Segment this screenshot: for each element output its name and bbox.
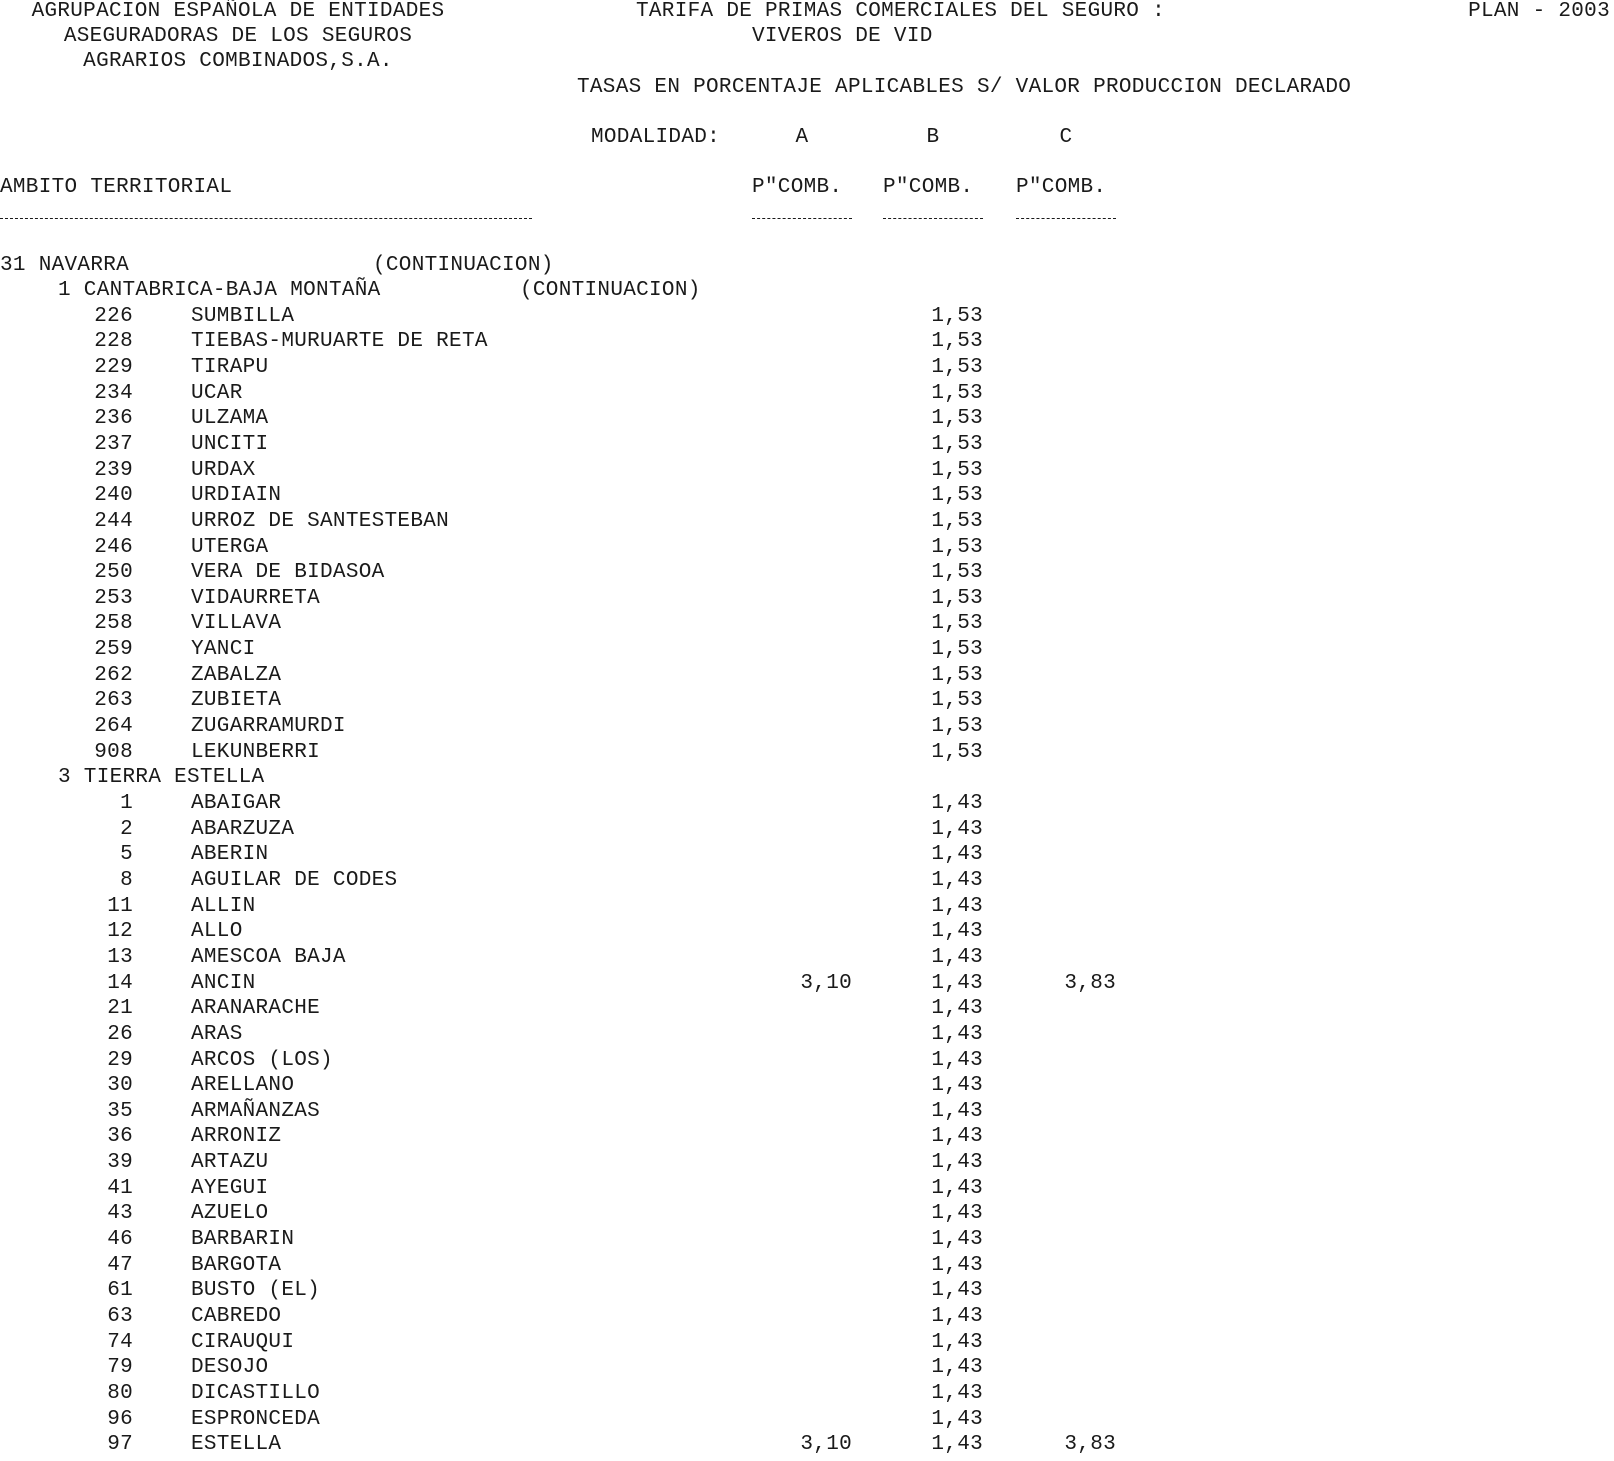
document-title: TARIFA DE PRIMAS COMERCIALES DEL SEGURO : — [636, 0, 1165, 23]
rate-modalidad-b: 1,53 — [931, 407, 983, 431]
rate-modalidad-b: 1,43 — [931, 1330, 983, 1354]
municipality-name: ESTELLA — [191, 1433, 282, 1457]
organization-name-line-2: ASEGURADORAS DE LOS SEGUROS — [63, 25, 413, 48]
rate-modalidad-b: 1,43 — [931, 1356, 983, 1380]
municipality-name: ULZAMA — [191, 407, 269, 431]
municipality-code: 80 — [107, 1381, 133, 1405]
region-continuation-note: (CONTINUACION) — [520, 279, 701, 302]
municipality-name: AGUILAR DE CODES — [191, 868, 398, 892]
municipality-code: 253 — [94, 586, 133, 610]
region-label: 3 TIERRA ESTELLA — [58, 766, 265, 790]
municipality-name: BUSTO (EL) — [191, 1279, 321, 1303]
municipality-code: 263 — [94, 689, 133, 713]
rate-modalidad-b: 1,43 — [931, 1407, 983, 1431]
province-continuation-note: (CONTINUACION) — [373, 254, 554, 277]
column-c-underline — [1016, 218, 1116, 219]
rate-modalidad-b: 1,53 — [931, 689, 983, 713]
municipality-code: 250 — [94, 561, 133, 585]
municipality-name: ALLO — [191, 920, 243, 944]
rate-modalidad-b: 1,53 — [931, 355, 983, 379]
rate-modalidad-b: 1,43 — [931, 1074, 983, 1098]
municipality-code: 234 — [94, 381, 133, 405]
modalidad-c: C — [1059, 126, 1073, 149]
municipality-code: 21 — [107, 997, 133, 1021]
municipality-code: 39 — [107, 1151, 133, 1175]
rate-modalidad-b: 1,53 — [931, 638, 983, 662]
municipality-name: ANCIN — [191, 971, 256, 995]
municipality-name: ABAIGAR — [191, 792, 282, 815]
municipality-code: 74 — [107, 1330, 133, 1354]
rate-modalidad-b: 1,53 — [931, 381, 983, 405]
region-label: 1 CANTABRICA-BAJA MONTAÑA — [58, 279, 381, 302]
organization-name-line-3: AGRARIOS COMBINADOS,S.A. — [83, 50, 393, 73]
rate-modalidad-b: 1,53 — [931, 740, 983, 764]
ambito-underline — [0, 218, 532, 219]
column-b-underline — [883, 218, 983, 219]
municipality-code: 35 — [107, 1099, 133, 1123]
municipality-code: 29 — [107, 1048, 133, 1072]
municipality-name: AZUELO — [191, 1202, 269, 1226]
municipality-code: 239 — [94, 458, 133, 482]
municipality-code: 96 — [107, 1407, 133, 1431]
municipality-code: 236 — [94, 407, 133, 431]
municipality-code: 228 — [94, 330, 133, 354]
municipality-code: 244 — [94, 509, 133, 533]
rate-modalidad-c: 3,83 — [1064, 971, 1116, 995]
municipality-code: 246 — [94, 535, 133, 559]
municipality-code: 259 — [94, 638, 133, 662]
rate-modalidad-b: 1,43 — [931, 1228, 983, 1252]
rate-modalidad-c: 3,83 — [1064, 1433, 1116, 1457]
rate-modalidad-b: 1,53 — [931, 586, 983, 610]
municipality-name: ARELLANO — [191, 1074, 295, 1098]
municipality-name: VILLAVA — [191, 612, 282, 636]
municipality-code: 79 — [107, 1356, 133, 1380]
rate-modalidad-b: 1,53 — [931, 715, 983, 739]
municipality-name: ABARZUZA — [191, 817, 295, 841]
rate-modalidad-b: 1,43 — [931, 1151, 983, 1175]
column-c-header: P"COMB. — [1016, 176, 1107, 199]
municipality-name: ARMAÑANZAS — [191, 1099, 321, 1123]
rate-modalidad-b: 1,43 — [931, 945, 983, 969]
rate-modalidad-b: 1,43 — [931, 792, 983, 815]
rate-modalidad-b: 1,43 — [931, 1099, 983, 1123]
rate-modalidad-b: 1,53 — [931, 509, 983, 533]
rate-modalidad-b: 1,53 — [931, 663, 983, 687]
rate-modalidad-b: 1,43 — [931, 1253, 983, 1277]
rate-modalidad-b: 1,43 — [931, 1202, 983, 1226]
municipality-code: 12 — [107, 920, 133, 944]
municipality-code: 264 — [94, 715, 133, 739]
municipality-name: TIRAPU — [191, 355, 269, 379]
municipality-code: 1 — [120, 792, 133, 815]
rate-modalidad-b: 1,43 — [931, 920, 983, 944]
municipality-name: ARANARACHE — [191, 997, 321, 1021]
rate-modalidad-b: 1,53 — [931, 535, 983, 559]
municipality-code: 2 — [120, 817, 133, 841]
municipality-code: 43 — [107, 1202, 133, 1226]
rate-modalidad-b: 1,43 — [931, 1022, 983, 1046]
municipality-name: UTERGA — [191, 535, 269, 559]
municipality-name: VERA DE BIDASOA — [191, 561, 385, 585]
rate-modalidad-b: 1,53 — [931, 612, 983, 636]
modalidad-label: MODALIDAD: — [591, 126, 721, 149]
municipality-code: 97 — [107, 1433, 133, 1457]
rate-modalidad-b: 1,43 — [931, 1125, 983, 1149]
province-label: 31 NAVARRA — [0, 254, 130, 277]
municipality-code: 61 — [107, 1279, 133, 1303]
rate-modalidad-a: 3,10 — [800, 1433, 852, 1457]
municipality-name: SUMBILLA — [191, 304, 295, 328]
rate-modalidad-a: 3,10 — [800, 971, 852, 995]
municipality-name: TIEBAS-MURUARTE DE RETA — [191, 330, 488, 354]
municipality-code: 14 — [107, 971, 133, 995]
municipality-name: ARCOS (LOS) — [191, 1048, 333, 1072]
municipality-code: 26 — [107, 1022, 133, 1046]
municipality-code: 46 — [107, 1228, 133, 1252]
municipality-name: LEKUNBERRI — [191, 740, 321, 764]
rate-modalidad-b: 1,43 — [931, 817, 983, 841]
rate-modalidad-b: 1,43 — [931, 1176, 983, 1200]
municipality-code: 13 — [107, 945, 133, 969]
rate-modalidad-b: 1,43 — [931, 1433, 983, 1457]
column-a-header: P"COMB. — [752, 176, 843, 199]
municipality-code: 11 — [107, 894, 133, 918]
rate-modalidad-b: 1,53 — [931, 561, 983, 585]
municipality-name: BARBARIN — [191, 1228, 295, 1252]
municipality-name: AMESCOA BAJA — [191, 945, 346, 969]
municipality-code: 908 — [94, 740, 133, 764]
municipality-code: 47 — [107, 1253, 133, 1277]
municipality-name: BARGOTA — [191, 1253, 282, 1277]
plan-year: PLAN - 2003 — [1468, 0, 1610, 23]
municipality-name: AYEGUI — [191, 1176, 269, 1200]
municipality-name: CIRAUQUI — [191, 1330, 295, 1354]
municipality-name: CABREDO — [191, 1305, 282, 1328]
municipality-code: 63 — [107, 1305, 133, 1328]
municipality-name: UNCITI — [191, 432, 269, 456]
municipality-name: YANCI — [191, 638, 256, 662]
insurance-line-name: VIVEROS DE VID — [752, 25, 933, 48]
column-b-header: P"COMB. — [883, 176, 974, 199]
municipality-code: 36 — [107, 1125, 133, 1149]
municipality-code: 262 — [94, 663, 133, 687]
municipality-code: 229 — [94, 355, 133, 379]
municipality-name: ARTAZU — [191, 1151, 269, 1175]
municipality-name: ARAS — [191, 1022, 243, 1046]
municipality-name: URDIAIN — [191, 484, 282, 508]
municipality-name: DESOJO — [191, 1356, 269, 1380]
rate-modalidad-b: 1,53 — [931, 484, 983, 508]
rate-modalidad-b: 1,53 — [931, 304, 983, 328]
rates-subtitle: TASAS EN PORCENTAJE APLICABLES S/ VALOR PRODUCCION DECLARADO — [577, 76, 1352, 99]
municipality-name: ZABALZA — [191, 663, 282, 687]
municipality-code: 240 — [94, 484, 133, 508]
municipality-name: URROZ DE SANTESTEBAN — [191, 509, 450, 533]
municipality-name: ZUBIETA — [191, 689, 282, 713]
rate-modalidad-b: 1,43 — [931, 1305, 983, 1328]
municipality-name: VIDAURRETA — [191, 586, 321, 610]
municipality-code: 41 — [107, 1176, 133, 1200]
municipality-code: 237 — [94, 432, 133, 456]
municipality-name: ABERIN — [191, 843, 269, 867]
municipality-name: UCAR — [191, 381, 243, 405]
rate-modalidad-b: 1,43 — [931, 1381, 983, 1405]
rate-modalidad-b: 1,43 — [931, 997, 983, 1021]
municipality-code: 30 — [107, 1074, 133, 1098]
column-a-underline — [752, 218, 852, 219]
rate-modalidad-b: 1,53 — [931, 432, 983, 456]
municipality-code: 8 — [120, 868, 133, 892]
rate-modalidad-b: 1,53 — [931, 330, 983, 354]
rate-modalidad-b: 1,43 — [931, 843, 983, 867]
rate-modalidad-b: 1,43 — [931, 971, 983, 995]
municipality-name: ALLIN — [191, 894, 256, 918]
rate-modalidad-b: 1,53 — [931, 458, 983, 482]
rate-modalidad-b: 1,43 — [931, 1279, 983, 1303]
rate-modalidad-b: 1,43 — [931, 1048, 983, 1072]
municipality-code: 5 — [120, 843, 133, 867]
municipality-name: DICASTILLO — [191, 1381, 321, 1405]
municipality-name: ESPRONCEDA — [191, 1407, 321, 1431]
municipality-code: 258 — [94, 612, 133, 636]
ambito-territorial-header: AMBITO TERRITORIAL — [0, 176, 233, 199]
municipality-name: ZUGARRAMURDI — [191, 715, 346, 739]
rate-modalidad-b: 1,43 — [931, 868, 983, 892]
modalidad-b: B — [926, 126, 940, 149]
modalidad-a: A — [795, 126, 809, 149]
municipality-code: 226 — [94, 304, 133, 328]
municipality-name: ARRONIZ — [191, 1125, 282, 1149]
municipality-name: URDAX — [191, 458, 256, 482]
organization-name-line-1: AGRUPACION ESPAÑOLA DE ENTIDADES — [31, 0, 445, 23]
rate-modalidad-b: 1,43 — [931, 894, 983, 918]
